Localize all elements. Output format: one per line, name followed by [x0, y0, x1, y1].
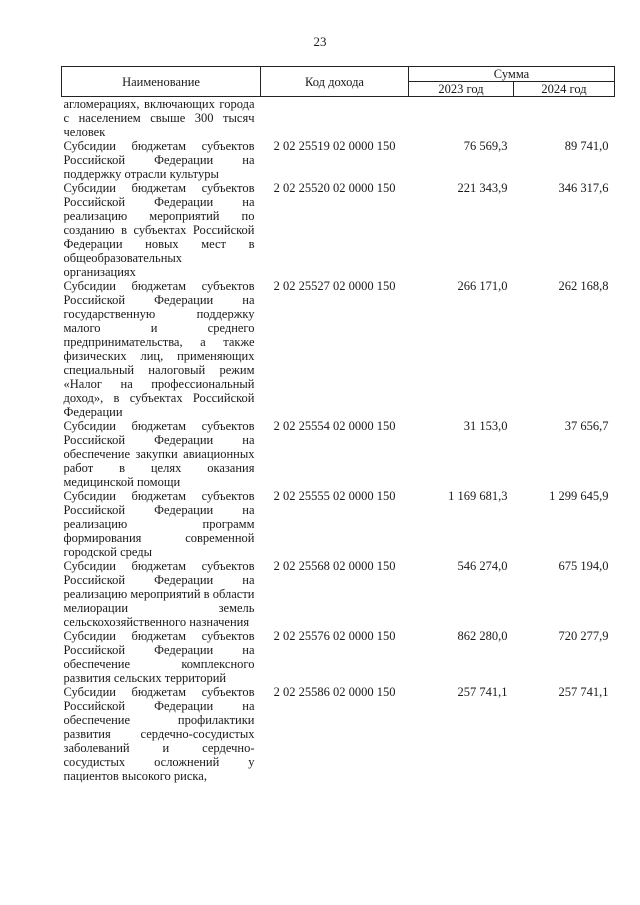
row-name: Субсидии бюджетам субъектов Российской Федерации на обеспечение профилактики развития сердечно-сосудистых заболеваний и сердечно-сосудистых осложнений у пациентов высокого риска, [63, 685, 255, 783]
table-row [62, 559, 615, 629]
row-name-continuation: агломерациях, включающих города с населением свыше 300 тысяч человек [63, 97, 255, 139]
row-amount-2024: 720 277,9 [558, 629, 609, 643]
row-amount-2024: 262 168,8 [558, 279, 609, 293]
row-name: Субсидии бюджетам субъектов Российской Федерации на поддержку отрасли культуры [63, 139, 255, 181]
row-name: Субсидии бюджетам субъектов Российской Федерации на реализацию мероприятий по созданию в субъектах Российской Федерации новых мест в общеобразовательных организациях [63, 181, 255, 279]
row-amount-2024: 346 317,6 [558, 181, 609, 195]
row-amount-2023: 257 741,1 [457, 685, 508, 699]
row-amount-2023: 76 569,3 [463, 139, 508, 153]
row-amount-2023: 31 153,0 [463, 419, 508, 433]
page-number: 23 [313, 34, 327, 49]
row-name: Субсидии бюджетам субъектов Российской Федерации на государственную поддержку малого и среднего предпринимательства, а также физических лиц, применяющих специальный налоговый режим «Налог на профессиональный доход», в субъектах Российской Федерации [63, 279, 255, 419]
table-row [62, 139, 615, 181]
header-sum: Сумма [409, 67, 615, 82]
table-row [62, 685, 615, 783]
row-code: 2 02 25576 02 0000 150 [273, 629, 396, 643]
row-code: 2 02 25519 02 0000 150 [273, 139, 396, 153]
table-row [62, 181, 615, 279]
row-code: 2 02 25568 02 0000 150 [273, 559, 396, 573]
row-amount-2023: 546 274,0 [457, 559, 508, 573]
row-amount-2023: 862 280,0 [457, 629, 508, 643]
row-amount-2023: 1 169 681,3 [448, 489, 508, 503]
row-amount-2024: 1 299 645,9 [549, 489, 609, 503]
row-name: Субсидии бюджетам субъектов Российской Федерации на обеспечение закупки авиационных работ в целях оказания медицинской помощи [63, 419, 255, 489]
row-code: 2 02 25554 02 0000 150 [273, 419, 396, 433]
row-amount-2024: 37 656,7 [564, 419, 609, 433]
row-code: 2 02 25520 02 0000 150 [273, 181, 396, 195]
table-row-continuation [62, 97, 615, 140]
header-year-2023: 2023 год [409, 82, 514, 97]
row-amount-2024: 257 741,1 [558, 685, 609, 699]
row-name: Субсидии бюджетам субъектов Российской Федерации на обеспечение комплексного развития сельских территорий [63, 629, 255, 685]
row-amount-2024: 675 194,0 [558, 559, 609, 573]
table-row [62, 279, 615, 419]
table-header [62, 67, 615, 97]
row-name: Субсидии бюджетам субъектов Российской Федерации на реализацию программ формирования современной городской среды [63, 489, 255, 559]
row-amount-2023: 221 343,9 [457, 181, 508, 195]
table-row [62, 489, 615, 559]
header-name: Наименование [62, 67, 261, 97]
row-amount-2024: 89 741,0 [564, 139, 609, 153]
budget-table [61, 66, 615, 783]
row-code: 2 02 25527 02 0000 150 [273, 279, 396, 293]
table-row [62, 419, 615, 489]
table-row [62, 629, 615, 685]
row-amount-2023: 266 171,0 [457, 279, 508, 293]
row-name: Субсидии бюджетам субъектов Российской Федерации на реализацию мероприятий в области мелиорации земель сельскохозяйственного назначения [63, 559, 255, 629]
header-code: Код дохода [261, 67, 409, 97]
row-code: 2 02 25586 02 0000 150 [273, 685, 396, 699]
row-code: 2 02 25555 02 0000 150 [273, 489, 396, 503]
header-year-2024: 2024 год [514, 82, 615, 97]
